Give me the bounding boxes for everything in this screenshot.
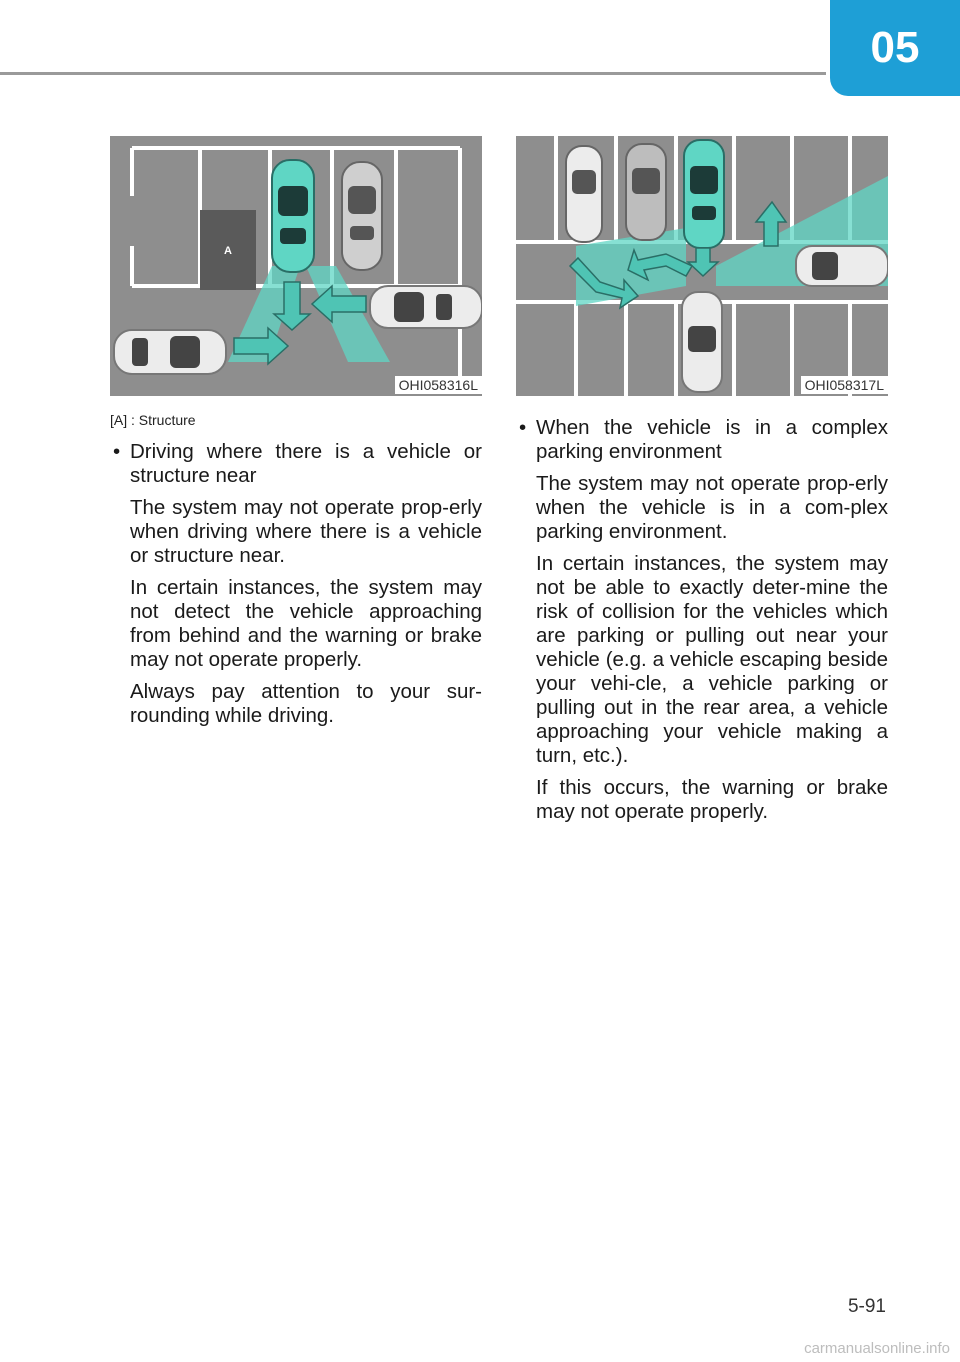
page-number: 5-91: [847, 1296, 886, 1317]
watermark: carmanualsonline.info: [804, 1340, 950, 1357]
figure-structure-near: [110, 136, 482, 396]
paragraph: In certain instances, the system may not detect the vehicle approaching from behind and the warning or brake may not operate properly.: [130, 576, 482, 671]
figure-caption: [A] : Structure: [110, 412, 196, 428]
approaching-car-right-icon: [796, 246, 888, 286]
target-car-icon: [272, 160, 314, 272]
parked-car-icon: [626, 144, 666, 240]
paragraph: In certain instances, the system may not be able to exactly deter-mine the risk of collision for the vehicles which are parking or pulling out near your vehicle (e.g. a vehicle escaping beside your vehi-cle, a vehicle parking or pulling out in the rear area, a vehicle approaching your vehicle making a turn, etc.).: [536, 552, 888, 767]
right-column: [516, 416, 888, 832]
target-car-icon: [684, 140, 724, 248]
figure-code: OHI058317L: [801, 376, 888, 394]
header-rule: [0, 72, 826, 75]
parking-illustration-1: [110, 136, 482, 396]
paragraph: If this occurs, the warning or brake may not operate properly.: [536, 776, 888, 823]
left-column: [110, 440, 482, 736]
paragraph: The system may not operate prop-erly when the vehicle is in a com-plex parking environment.: [536, 472, 888, 543]
figure-complex-parking: [516, 136, 888, 396]
approaching-car-right-icon: [370, 286, 482, 328]
figure-code: OHI058316L: [395, 376, 482, 394]
chapter-tab: 05: [830, 0, 960, 96]
parked-car-icon: [342, 162, 382, 270]
bullet-dot-icon: •: [519, 416, 527, 439]
paragraph: Always pay attention to your sur-rounding while driving.: [130, 680, 482, 727]
parked-car-icon: [566, 146, 602, 242]
bullet-heading: • Driving where there is a vehicle or structure near: [113, 440, 482, 487]
bullet-heading: • When the vehicle is in a complex parking environment: [519, 416, 888, 463]
rear-car-icon: [682, 292, 722, 392]
structure-a-label: A: [224, 245, 232, 257]
approaching-car-left-icon: [114, 330, 226, 374]
paragraph: The system may not operate prop-erly when driving where there is a vehicle or structure near.: [130, 496, 482, 567]
parking-illustration-2: [516, 136, 888, 396]
bullet-dot-icon: •: [113, 440, 121, 463]
